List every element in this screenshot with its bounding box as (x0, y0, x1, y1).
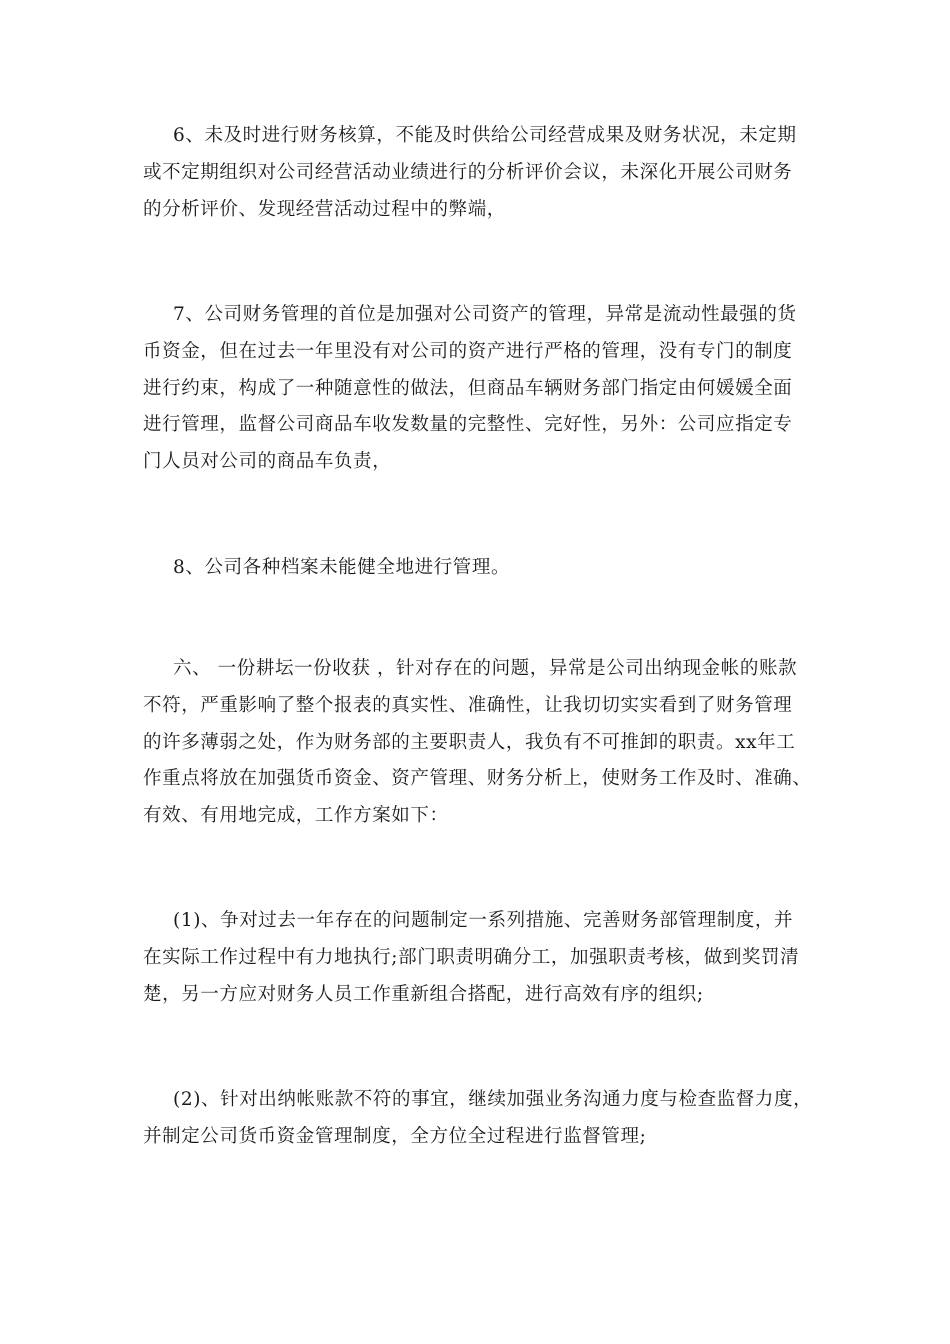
paragraph-item-2 (143, 1082, 813, 1156)
paragraph-item-1 (143, 903, 813, 1013)
paragraph-line: 6、未及时进行财务核算，不能及时供给公司经营成果及财务状况，未定期 (173, 125, 797, 146)
paragraph-line: 有效、有用地完成，工作方案如下： (143, 805, 449, 827)
paragraph-line: 8、公司各种档案未能健全地进行管理。 (173, 557, 511, 578)
paragraph-line: 7、公司财务管理的首位是加强对公司资产的管理，异常是流动性最强的货 (173, 304, 797, 325)
paragraph-line: 门人员对公司的商品车负责， (143, 451, 392, 473)
paragraph-8 (143, 550, 813, 587)
paragraph-line: 或不定期组织对公司经营活动业绩进行的分析评价会议，未深化开展公司财务 (143, 161, 793, 183)
paragraph-line: 作重点将放在加强货币资金、资产管理、财务分析上，使财务工作及时、准确、 (143, 768, 812, 790)
paragraph-line: 的分析评价、发现经营活动过程中的弊端， (143, 198, 506, 220)
paragraph-line: 在实际工作过程中有力地执行;部门职责明确分工，加强职责考核，做到奖罚清 (143, 946, 800, 968)
paragraph-line: 进行管理，监督公司商品车收发数量的完整性、完好性，另外：公司应指定专 (143, 414, 793, 436)
paragraph-7 (143, 297, 813, 481)
paragraph-line: 六、 一份耕坛一份收获 ，针对存在的问题，异常是公司出纳现金帐的账款 (173, 658, 798, 679)
paragraph-line: 币资金，但在过去一年里没有对公司的资产进行严格的管理，没有专门的制度 (143, 340, 793, 362)
paragraph-line: 并制定公司货币资金管理制度，全方位全过程进行监督管理; (143, 1125, 647, 1147)
paragraph-line: (2)、针对出纳帐账款不符的事宜，继续加强业务沟通力度与检查监督力度， (173, 1089, 813, 1110)
paragraph-line: 不符，严重影响了整个报表的真实性、准确性，让我切切实实看到了财务管理 (143, 694, 793, 716)
paragraph-line: 楚，另一方应对财务人员工作重新组合搭配，进行高效有序的组织; (143, 983, 704, 1005)
paragraph-6 (143, 118, 813, 228)
paragraph-line: 进行约束，构成了一种随意性的做法，但商品车辆财务部门指定由何媛媛全面 (143, 377, 793, 399)
paragraph-line: (1)、争对过去一年存在的问题制定一系列措施、完善财务部管理制度，并 (173, 910, 794, 931)
paragraph-section-6 (143, 651, 813, 835)
paragraph-line: 的许多薄弱之处，作为财务部的主要职责人，我负有不可推卸的职责。xx年工 (143, 731, 796, 753)
